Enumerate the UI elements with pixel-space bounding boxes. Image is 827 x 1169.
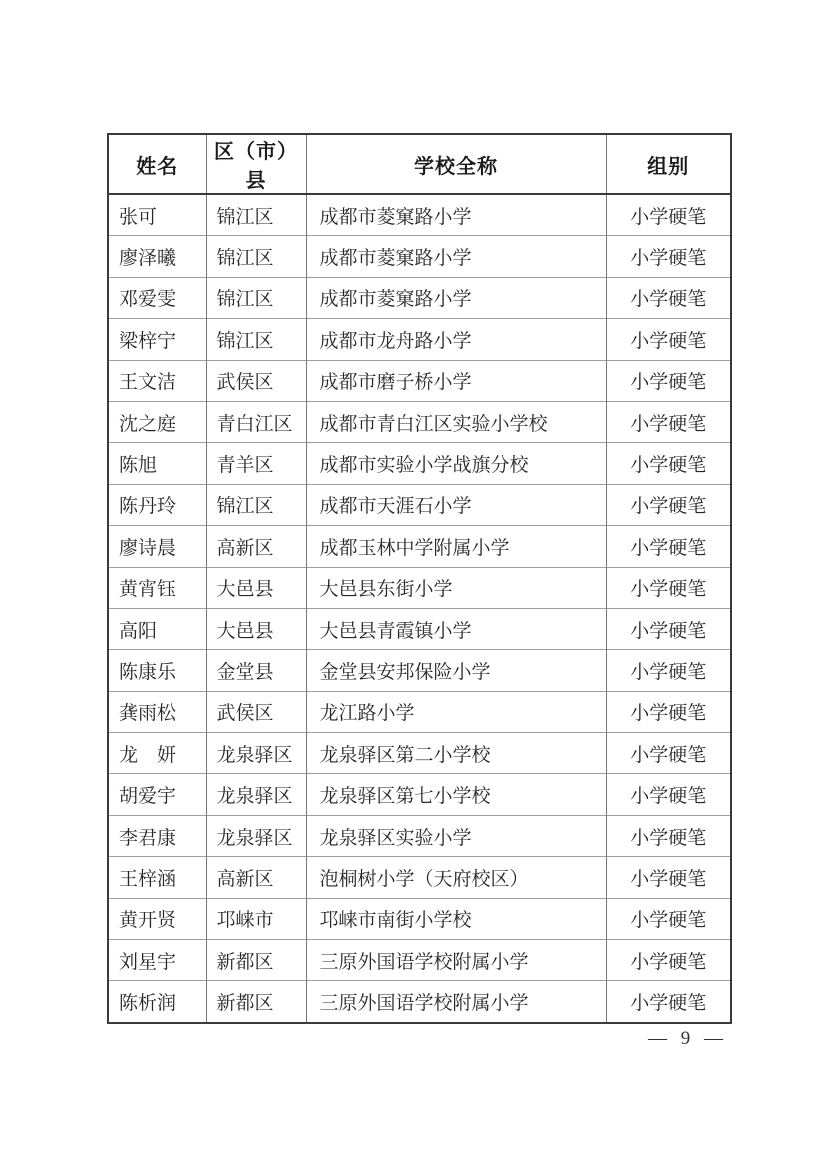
cell-name: 廖诗晨: [108, 526, 206, 567]
cell-group: 小学硬笔: [606, 650, 731, 691]
cell-school: 龙泉驿区第二小学校: [306, 733, 606, 774]
cell-name: 高阳: [108, 608, 206, 649]
cell-name: 梁梓宁: [108, 319, 206, 360]
table-row: [108, 898, 731, 939]
table-row: [108, 650, 731, 691]
column-header-name: 姓名: [108, 134, 206, 194]
table-row: [108, 691, 731, 732]
table-row: [108, 360, 731, 401]
cell-group: 小学硬笔: [606, 484, 731, 525]
cell-group: 小学硬笔: [606, 733, 731, 774]
cell-district: 邛崃市: [206, 898, 306, 939]
cell-school: 成都市磨子桥小学: [306, 360, 606, 401]
table-row: [108, 940, 731, 981]
table-row: [108, 567, 731, 608]
cell-district: 龙泉驿区: [206, 774, 306, 815]
column-header-school: 学校全称: [306, 134, 606, 194]
cell-group: 小学硬笔: [606, 277, 731, 318]
table-row: [108, 526, 731, 567]
table-row: [108, 815, 731, 856]
cell-school: 成都市青白江区实验小学校: [306, 401, 606, 442]
cell-school: 成都玉林中学附属小学: [306, 526, 606, 567]
cell-district: 高新区: [206, 526, 306, 567]
cell-school: 成都市实验小学战旗分校: [306, 443, 606, 484]
cell-group: 小学硬笔: [606, 898, 731, 939]
cell-district: 新都区: [206, 981, 306, 1023]
cell-name: 张可: [108, 194, 206, 236]
page-number: — 9 —: [648, 1028, 723, 1049]
table-row: [108, 277, 731, 318]
cell-name: 龚雨松: [108, 691, 206, 732]
cell-school: 成都市菱窠路小学: [306, 236, 606, 277]
table-row: [108, 484, 731, 525]
cell-district: 锦江区: [206, 484, 306, 525]
cell-name: 陈旭: [108, 443, 206, 484]
cell-district: 大邑县: [206, 608, 306, 649]
cell-school: 金堂县安邦保险小学: [306, 650, 606, 691]
cell-district: 金堂县: [206, 650, 306, 691]
cell-district: 大邑县: [206, 567, 306, 608]
cell-district: 锦江区: [206, 236, 306, 277]
cell-group: 小学硬笔: [606, 360, 731, 401]
cell-group: 小学硬笔: [606, 319, 731, 360]
cell-name: 廖泽曦: [108, 236, 206, 277]
cell-name: 王文洁: [108, 360, 206, 401]
cell-group: 小学硬笔: [606, 940, 731, 981]
cell-name: 黄开贤: [108, 898, 206, 939]
cell-group: 小学硬笔: [606, 815, 731, 856]
cell-name: 邓爱雯: [108, 277, 206, 318]
cell-group: 小学硬笔: [606, 236, 731, 277]
table-row: [108, 981, 731, 1023]
cell-district: 青羊区: [206, 443, 306, 484]
table-row: [108, 774, 731, 815]
table-row: [108, 733, 731, 774]
cell-school: 邛崃市南街小学校: [306, 898, 606, 939]
cell-school: 龙泉驿区实验小学: [306, 815, 606, 856]
cell-name: 沈之庭: [108, 401, 206, 442]
column-header-district: 区（市）县: [206, 134, 306, 194]
cell-school: 大邑县青霞镇小学: [306, 608, 606, 649]
cell-district: 龙泉驿区: [206, 815, 306, 856]
cell-school: 大邑县东街小学: [306, 567, 606, 608]
cell-group: 小学硬笔: [606, 443, 731, 484]
cell-district: 青白江区: [206, 401, 306, 442]
cell-group: 小学硬笔: [606, 857, 731, 898]
cell-district: 新都区: [206, 940, 306, 981]
cell-school: 成都市天涯石小学: [306, 484, 606, 525]
cell-name: 陈丹玲: [108, 484, 206, 525]
cell-name: 李君康: [108, 815, 206, 856]
table-row: [108, 608, 731, 649]
cell-school: 龙泉驿区第七小学校: [306, 774, 606, 815]
cell-school: 成都市菱窠路小学: [306, 277, 606, 318]
cell-district: 武侯区: [206, 691, 306, 732]
cell-name: 王梓涵: [108, 857, 206, 898]
cell-district: 锦江区: [206, 194, 306, 236]
table-row: [108, 194, 731, 236]
table-row: [108, 319, 731, 360]
cell-group: 小学硬笔: [606, 608, 731, 649]
cell-name: 陈析润: [108, 981, 206, 1023]
cell-name: 龙 妍: [108, 733, 206, 774]
cell-name: 黄宵钰: [108, 567, 206, 608]
cell-group: 小学硬笔: [606, 401, 731, 442]
cell-group: 小学硬笔: [606, 567, 731, 608]
table-row: [108, 443, 731, 484]
cell-group: 小学硬笔: [606, 194, 731, 236]
cell-district: 锦江区: [206, 277, 306, 318]
cell-district: 高新区: [206, 857, 306, 898]
cell-group: 小学硬笔: [606, 691, 731, 732]
cell-school: 龙江路小学: [306, 691, 606, 732]
cell-district: 龙泉驿区: [206, 733, 306, 774]
cell-group: 小学硬笔: [606, 526, 731, 567]
table-row: [108, 401, 731, 442]
table-body: [108, 194, 731, 1023]
cell-school: 泡桐树小学（天府校区）: [306, 857, 606, 898]
cell-district: 武侯区: [206, 360, 306, 401]
participants-table: [107, 133, 732, 1024]
cell-school: 三原外国语学校附属小学: [306, 981, 606, 1023]
cell-school: 成都市龙舟路小学: [306, 319, 606, 360]
cell-group: 小学硬笔: [606, 981, 731, 1023]
column-header-group: 组别: [606, 134, 731, 194]
cell-name: 刘星宇: [108, 940, 206, 981]
cell-district: 锦江区: [206, 319, 306, 360]
cell-name: 胡爱宇: [108, 774, 206, 815]
table-row: [108, 857, 731, 898]
cell-group: 小学硬笔: [606, 774, 731, 815]
header-row: [108, 134, 731, 194]
table-row: [108, 236, 731, 277]
cell-name: 陈康乐: [108, 650, 206, 691]
cell-school: 三原外国语学校附属小学: [306, 940, 606, 981]
cell-school: 成都市菱窠路小学: [306, 194, 606, 236]
